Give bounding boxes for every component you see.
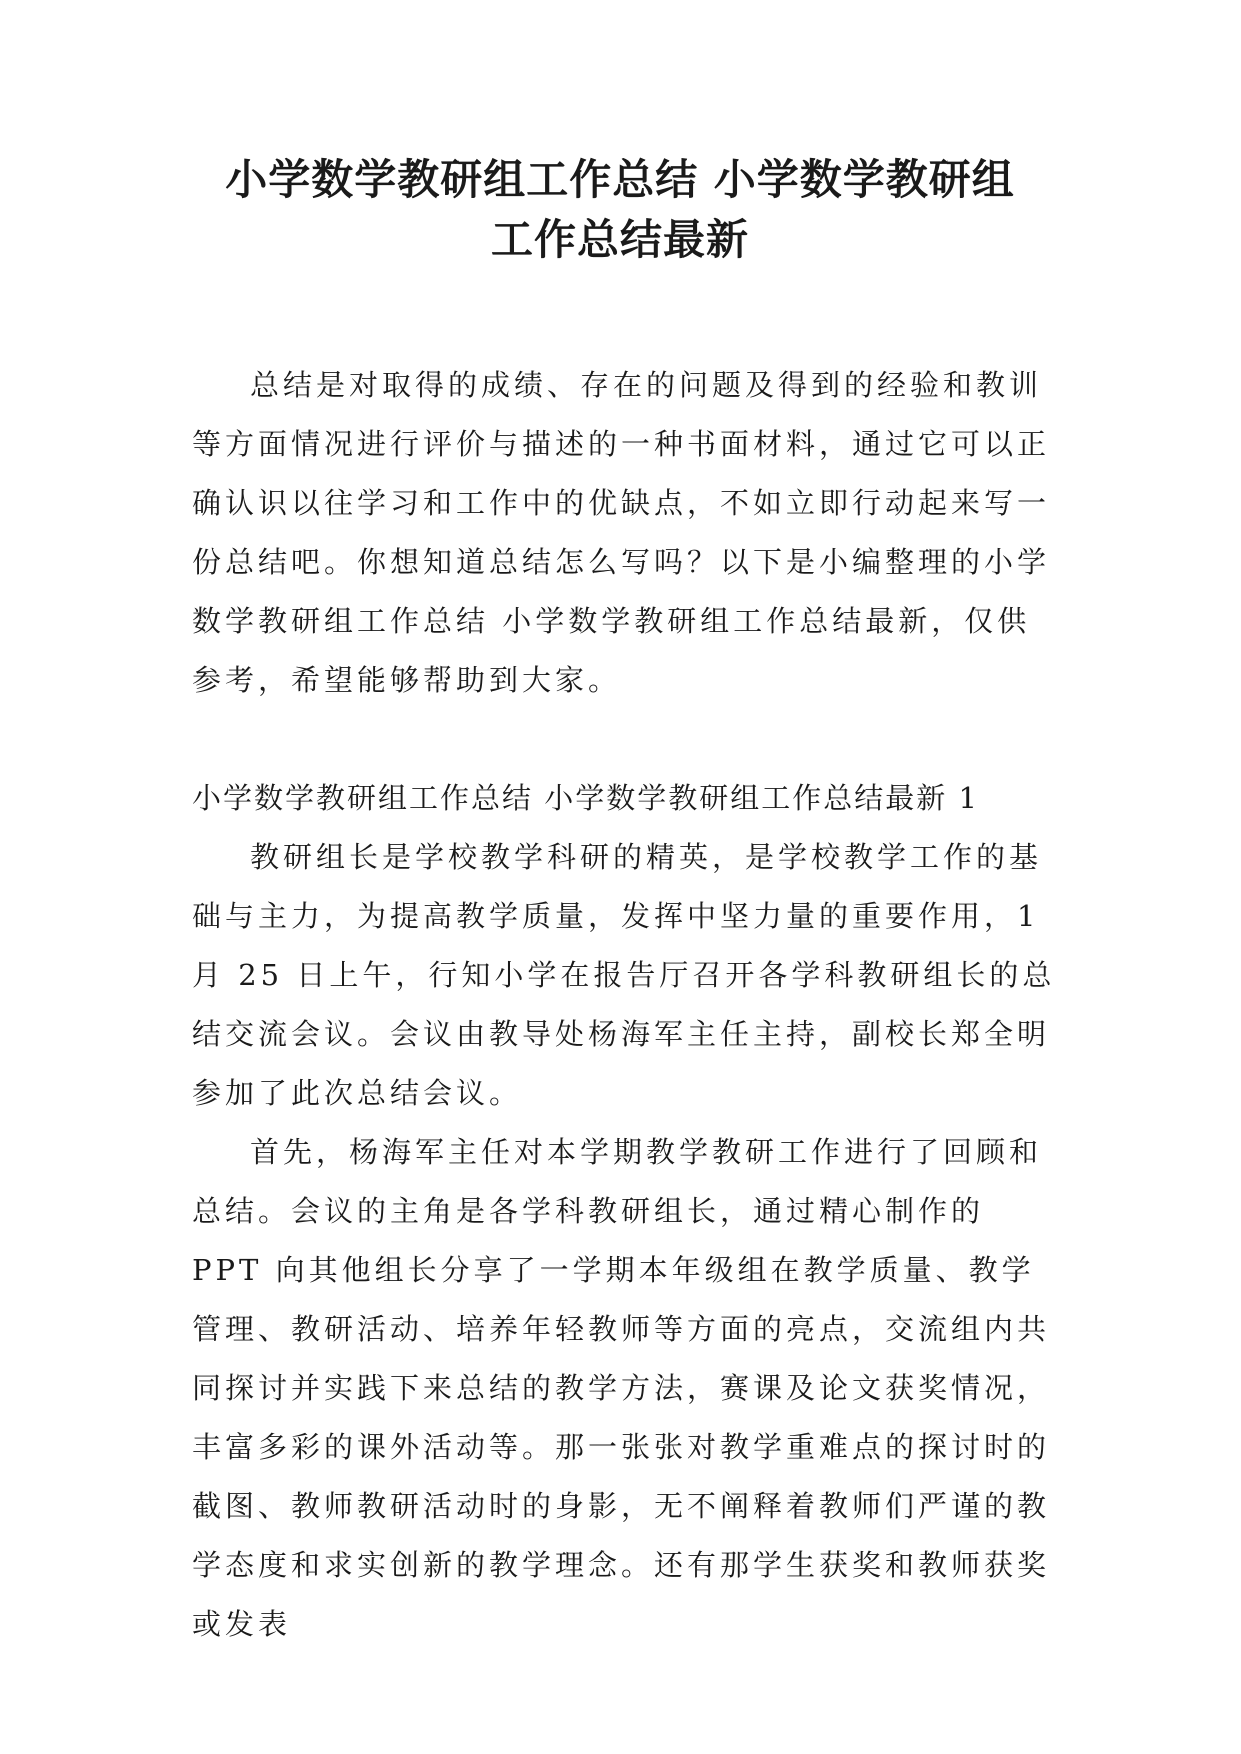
body-paragraph-1: 教研组长是学校教学科研的精英，是学校教学工作的基础与主力，为提高教学质量，发挥中坚力量的重要作用，1 月 25 日上午，行知小学在报告厅召开各学科教研组长的总结交流会议。会议由教导处杨海军主任主持，副校长郑全明参加了此次总结会议。 [192,840,1056,1110]
document-body [192,356,1062,1654]
body-paragraph-2: 首先，杨海军主任对本学期教学教研工作进行了回顾和总结。会议的主角是各学科教研组长，通过精心制作的 PPT 向其他组长分享了一学期本年级组在教学质量、教学管理、教研活动、培养年轻教师等方面的亮点，交流组内共同探讨并实践下来总结的教学方法，赛课及论文获奖情况，丰富多彩的课外活动等。那一张张对教学重难点的探讨时的截图、教师教研活动时的身影，无不阐释着教师们严谨的教学态度和求实创新的教学理念。还有那学生获奖和教师获奖或发表 [192,1135,1051,1641]
title-line-2: 工作总结最新 [490,215,749,264]
title-line-1: 小学数学教研组工作总结 小学数学教研组 [225,155,1015,204]
intro-paragraph: 总结是对取得的成绩、存在的问题及得到的经验和教训等方面情况进行评价与描述的一种书面材料，通过它可以正确认识以往学习和工作中的优缺点，不如立即行动起来写一份总结吧。你想知道总结怎么写吗？以下是小编整理的小学数学教研组工作总结 小学数学教研组工作总结最新，仅供参考，希望能够帮助到大家。 [192,368,1051,697]
section-heading: 小学数学教研组工作总结 小学数学教研组工作总结最新 1 [192,781,979,815]
document-title [150,150,1090,270]
